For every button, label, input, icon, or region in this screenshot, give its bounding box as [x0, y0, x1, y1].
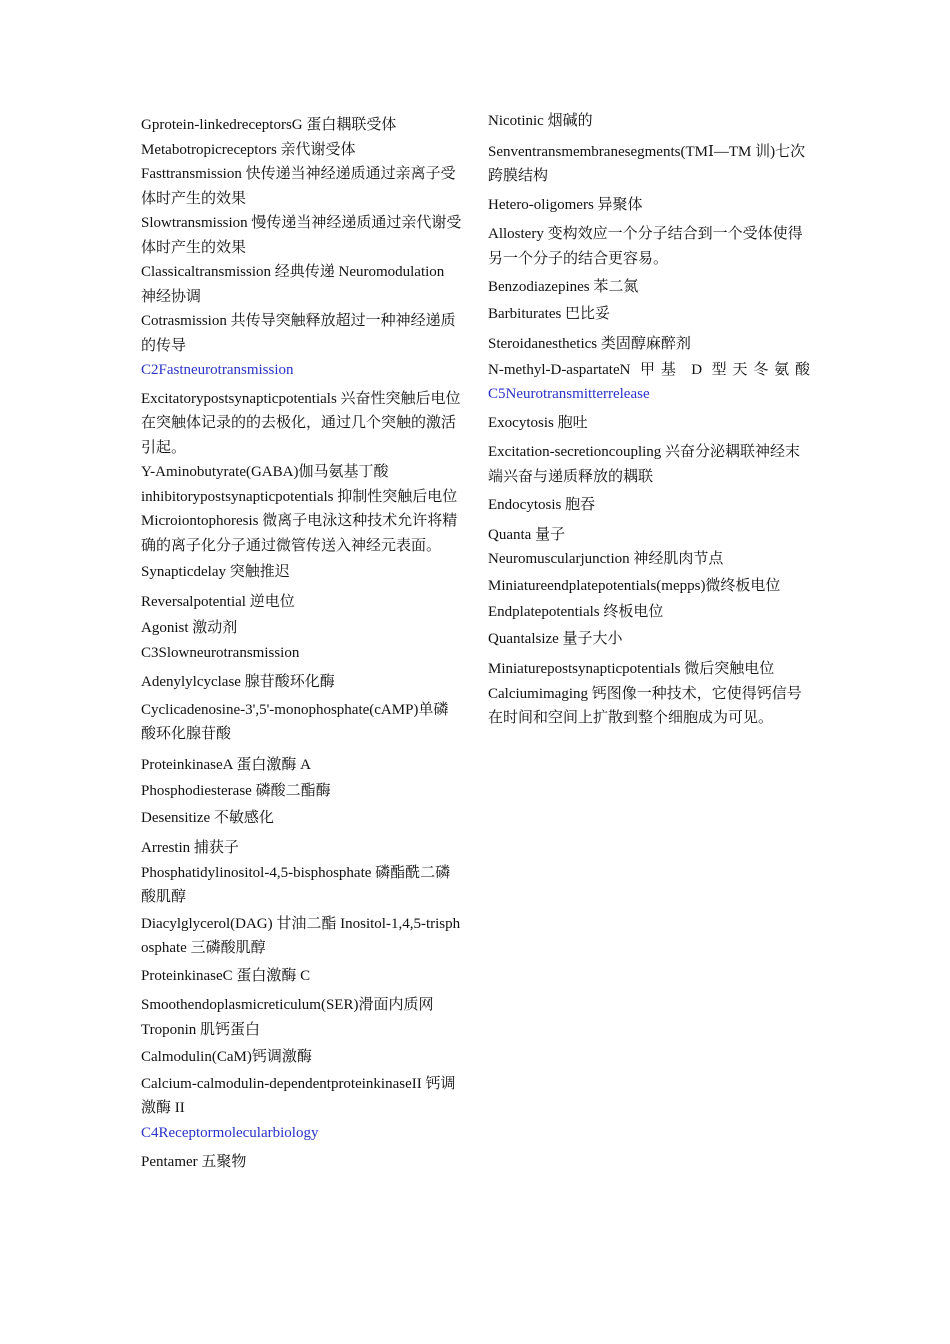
glossary-entry: Phosphodiesterase 磷酸二酯酶	[141, 783, 331, 799]
glossary-entry: Phosphatidylinositol-4,5-bisphosphate 磷酯酰二磷酸肌醇	[141, 864, 451, 905]
glossary-entry: Gprotein-linkedreceptorsG 蛋白耦联受体	[141, 117, 397, 133]
glossary-entry: Slowtransmission 慢传递当神经递质通过亲代谢受体时产生的效果	[141, 215, 462, 256]
glossary-entry: ProteinkinaseA 蛋白激酶 A	[141, 756, 311, 773]
glossary-entry: Steroidanesthetics 类固醇麻醉剂	[488, 336, 691, 352]
glossary-entry: Benzodiazepines 苯二氮	[488, 279, 639, 295]
glossary-entry: Reversalpotential 逆电位	[141, 593, 295, 610]
glossary-entry: Diacylglycerol(DAG) 甘油二酯 Inositol-1,4,5-trisphosphate 三磷酸肌醇	[141, 915, 461, 956]
glossary-entry: Y-Aminobutyrate(GABA)伽马氨基丁酸	[141, 464, 389, 480]
glossary-entry: Calciumimaging 钙图像一种技术，它使得钙信号在时间和空间上扩散到整个细胞成为可见。	[488, 685, 802, 726]
glossary-entry: Desensitize 不敏感化	[141, 809, 274, 826]
glossary-entry: Endocytosis 胞吞	[488, 497, 596, 513]
glossary-entry: Fasttransmission 快传递当神经递质通过亲离子受体时产生的效果	[141, 166, 456, 207]
right-column	[488, 109, 810, 731]
glossary-entry: Agonist 激动剂	[141, 620, 238, 636]
glossary-entry: N-methyl-D-aspartateN 甲基 D 型天冬氨酸	[488, 361, 810, 378]
glossary-entry: Cotrasmission 共传导突触释放超过一种神经递质的传导	[141, 313, 456, 354]
glossary-entry: Pentamer 五聚物	[141, 1154, 247, 1170]
glossary-entry: Neuromuscularjunction 神经肌肉节点	[488, 551, 724, 567]
glossary-entry: Microiontophoresis 微离子电泳这种技术允许将精确的离子化分子通过微管传送入神经元表面。	[141, 513, 458, 554]
glossary-entry: Miniatureendplatepotentials(mepps)微终板电位	[488, 577, 781, 594]
glossary-entry: ProteinkinaseC 蛋白激酶 C	[141, 967, 311, 984]
glossary-entry: Miniaturepostsynapticpotentials 微后突触电位	[488, 661, 775, 677]
glossary-entry: Calcium-calmodulin-dependentproteinkinaseII 钙调激酶 II	[141, 1075, 456, 1116]
glossary-entry: Excitatorypostsynapticpotentials 兴奋性突触后电位在突触体记录的的去极化，通过几个突触的激活引起。	[141, 390, 461, 456]
glossary-entry: Quanta 量子	[488, 526, 566, 543]
glossary-entry: Calmodulin(CaM)钙调激酶	[141, 1049, 312, 1065]
glossary-entry: Endplatepotentials 终板电位	[488, 604, 664, 620]
glossary-entry: Arrestin 捕获子	[141, 840, 239, 856]
glossary-entry: Nicotinic 烟碱的	[488, 113, 593, 129]
section-heading: C2Fastneurotransmission	[141, 362, 294, 378]
glossary-entry: Barbiturates 巴比妥	[488, 305, 611, 322]
glossary-entry: Troponin 肌钙蛋白	[141, 1021, 261, 1038]
glossary-entry: Allostery 变构效应一个分子结合到一个受体使得另一个分子的结合更容易。	[488, 226, 803, 267]
glossary-entry: inhibitorypostsynapticpotentials 抑制性突触后电位	[141, 488, 458, 505]
section-heading: C4Receptormolecularbiology	[141, 1124, 319, 1141]
left-column	[141, 113, 463, 1175]
glossary-entry: Smoothendoplasmicreticulum(SER)滑面内质网	[141, 997, 434, 1013]
glossary-entry: Excitation-secretioncoupling 兴奋分泌耦联神经末端兴奋与递质释放的耦联	[488, 444, 801, 485]
glossary-entry: Exocytosis 胞吐	[488, 414, 588, 431]
section-heading: C5Neurotransmitterrelease	[488, 386, 650, 402]
glossary-entry: C3Slowneurotransmission	[141, 644, 300, 661]
glossary-entry: Metabotropicreceptors 亲代谢受体	[141, 141, 356, 158]
glossary-entry: Quantalsize 量子大小	[488, 630, 623, 647]
glossary-entry: Adenylylcyclase 腺苷酸环化酶	[141, 674, 335, 690]
glossary-entry: Classicaltransmission 经典传递 Neuromodulation 神经协调	[141, 264, 445, 305]
glossary-entry: Synapticdelay 突触推迟	[141, 564, 290, 580]
glossary-entry: Cyclicadenosine-3',5'-monophosphate(cAMP)单磷酸环化腺苷酸	[141, 701, 449, 742]
glossary-entry: Senventransmembranesegments(TMⅠ—TM 训)七次跨膜结构	[488, 143, 806, 184]
glossary-entry: Hetero-oligomers 异聚体	[488, 196, 643, 213]
